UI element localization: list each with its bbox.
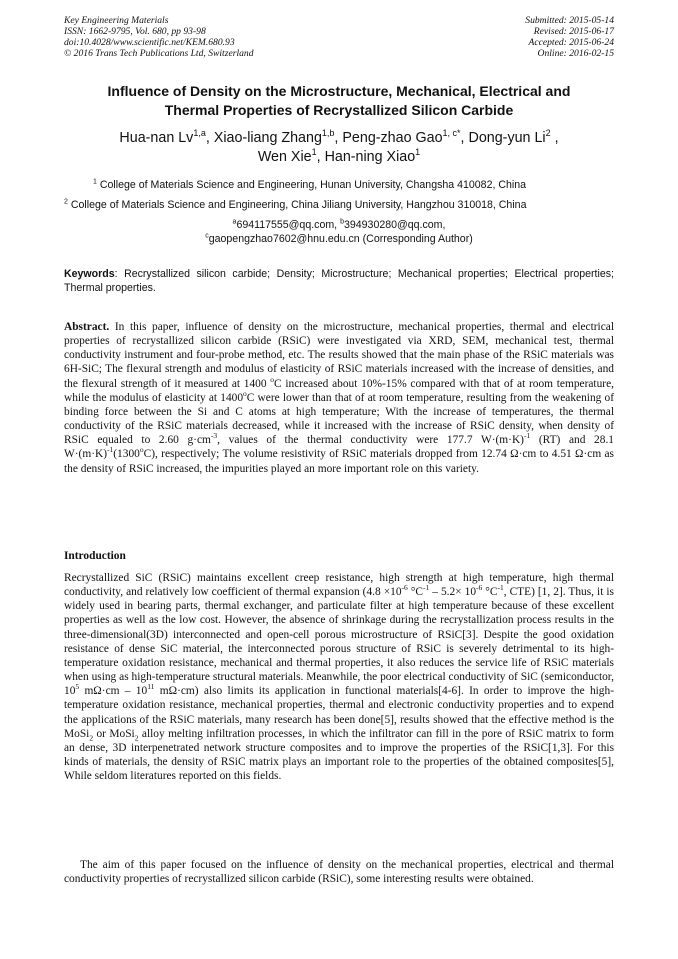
accepted-date: Accepted: 2015-06-24 bbox=[528, 37, 614, 48]
subscript: 2 bbox=[134, 733, 139, 742]
journal-info bbox=[64, 15, 254, 59]
exponent: -3 bbox=[210, 431, 218, 441]
exponent: -1 bbox=[107, 445, 114, 455]
body-text: °C bbox=[482, 586, 498, 599]
email-a-link[interactable]: 694117555@qq.com, bbox=[236, 219, 338, 231]
abstract-text: (RT) and 28.1 W·(m·K) bbox=[64, 434, 614, 461]
affiliation-text: College of Materials Science and Engineering, Hunan University, Changsha 410082, China bbox=[99, 179, 527, 191]
introduction-paragraph-2: The aim of this paper focused on the influence of density on the mechanical properties, electrical and thermal conductivity properties of recrystallized silicon carbide (RSiC), some interesting results were obtained. bbox=[64, 859, 614, 886]
abstract-text: In this paper, influence of density on the microstructure, mechanical properties, thermal and electrical properties of recrystallized silicon carbide (RSiC) were investigated via XRD, SEM, mechanical test, thermal conductivity instrument and four-probe method, etc. The results showed that the main phase of the RSiC materials was 6H-SiC; The flexural strength and modulus of elasticity of RSiC materials increased with the increase of densities, and the flexural strength of it measured at 1400 bbox=[64, 321, 614, 390]
exponent: -6 bbox=[476, 583, 483, 593]
authors-line-1: Hua-nan Lv$^{1,a}$, Xiao-liang Zhang$^{1,b}$, Peng-zhao Gao$^{1, c*}$, Dong-yun Li$^2$ , bbox=[119, 128, 559, 146]
email-mark: c bbox=[205, 232, 209, 240]
title-line-1: Influence of Density on the Microstructure, Mechanical, Electrical and bbox=[107, 83, 571, 99]
doi-line[interactable]: doi:10.4028/www.scientific.net/KEM.680.93 bbox=[64, 37, 235, 48]
body-text: or MoSi bbox=[93, 727, 135, 740]
submitted-date: Submitted: 2015-05-14 bbox=[525, 15, 614, 26]
online-date: Online: 2016-02-15 bbox=[537, 48, 614, 59]
exponent: -6 bbox=[401, 583, 408, 593]
author-affil-mark: 1 bbox=[415, 147, 421, 158]
email-line-1 bbox=[0, 218, 678, 232]
author-affil-mark: 1,a bbox=[193, 128, 206, 139]
email-mark: b bbox=[340, 218, 344, 226]
abstract-text: C), respectively; The volume resistivity of RSiC materials dropped from 12.74 Ω·cm to 4.51 Ω·cm as the density of RSiC increased, the impurities played an more important role on this variety. bbox=[64, 448, 614, 475]
body-text: mΩ·cm) also limits its application in functional materials[4-6]. In order to improve the high-temperature oxidation resistance, mechanical properties, thermal and electronic conductivity properties and to expend the applications of the RSiC materials, many research has been done[5], results showed that the effective method is the MoSi bbox=[64, 685, 614, 740]
copyright-line: © 2016 Trans Tech Publications Ltd, Switzerland bbox=[64, 48, 254, 59]
paper-title bbox=[40, 82, 638, 120]
keywords-label: Keywords bbox=[64, 268, 115, 280]
body-text: mΩ·cm – 10 bbox=[79, 685, 148, 698]
exponent: -1 bbox=[523, 431, 531, 441]
author-name: Han-ning Xiao bbox=[324, 149, 416, 165]
author-affil-mark: 2 bbox=[545, 128, 551, 139]
author-name: Wen Xie bbox=[257, 149, 312, 165]
degree-mark: o bbox=[243, 388, 247, 398]
author-affil-mark: 1,b bbox=[321, 128, 335, 139]
email-c-link[interactable]: gaopengzhao7602@hnu.edu.cn (Corresponding Author) bbox=[208, 233, 473, 245]
degree-mark: o bbox=[139, 445, 144, 455]
section-heading-introduction: Introduction bbox=[64, 550, 126, 562]
affiliation-1 bbox=[93, 178, 526, 192]
journal-name: Key Engineering Materials bbox=[64, 15, 169, 26]
body-text: °C bbox=[407, 586, 423, 599]
author-affil-mark: 1, c* bbox=[442, 128, 461, 139]
publication-dates bbox=[525, 15, 614, 59]
exponent: 11 bbox=[147, 682, 155, 692]
introduction-paragraph-1 bbox=[64, 571, 614, 783]
keywords bbox=[64, 267, 614, 295]
keywords-text: : Recrystallized silicon carbide; Density; Microstructure; Mechanical properties; Electrical properties; Thermal properties. bbox=[64, 268, 614, 294]
author-list bbox=[30, 129, 648, 167]
author-name: Hua-nan Lv bbox=[119, 130, 194, 146]
author-name: Peng-zhao Gao bbox=[342, 130, 443, 146]
abstract bbox=[64, 320, 614, 476]
abstract-text: C increased about 10%-15% compared with that of at room temperature, while the modulus of elasticity at 1400 bbox=[64, 377, 614, 404]
abstract-text: (1300 bbox=[113, 448, 140, 461]
affiliation-number: 2 bbox=[64, 198, 68, 206]
exponent: 5 bbox=[75, 682, 80, 692]
title-line-2: Thermal Properties of Recrystallized Silicon Carbide bbox=[164, 102, 514, 118]
author-name: Xiao-liang Zhang bbox=[213, 130, 322, 146]
email-line-2 bbox=[0, 232, 678, 246]
body-text: – 5.2× 10 bbox=[429, 586, 477, 599]
body-text: Recrystallized SiC (RSiC) maintains excellent creep resistance, high strength at high temperature, high thermal conductivity, and relatively low coefficient of thermal expansion (4.8 ×10 bbox=[64, 572, 614, 599]
body-text: alloy melting infiltration processes, in which the infiltrator can fill in the pore of RSiC matrix to form an dense, 3D interpenetrated network structure composites and to improve the properties of the RSiC[1,3]. For this kinds of materials, the density of RSiC matrix plays an important role to the properties of the obtained composites[5], While seldom literatures reported on this fields. bbox=[64, 727, 614, 783]
affiliation-number: 1 bbox=[93, 178, 97, 186]
abstract-label: Abstract. bbox=[64, 321, 110, 333]
affiliation-text: College of Materials Science and Engineering, China Jiliang University, Hangzhou 310018, China bbox=[70, 199, 527, 211]
degree-mark: o bbox=[270, 374, 275, 384]
subscript: 2 bbox=[89, 733, 94, 742]
authors-line-2: Wen Xie$^1$, Han-ning Xiao$^1$ bbox=[257, 147, 421, 165]
abstract-text: , values of the thermal conductivity were 177.7 W·(m·K) bbox=[217, 434, 524, 447]
author-name: Dong-yun Li bbox=[468, 130, 546, 146]
email-mark: a bbox=[232, 218, 237, 226]
email-b-link[interactable]: 394930280@qq.com, bbox=[343, 219, 446, 231]
exponent: -1 bbox=[497, 583, 504, 593]
body-text: , CTE) [1, 2]. Thus, it is widely used in bearing parts, thermal exchanger, and particulate filter at high temperature because of these excellent properties as well as the low cost. However, the absence of shrinkage during the recrystallization process results in the three-dimensional(3D) interconnected and open-cell porous microstructure of RSiC[3]. Despite the good oxidation resistance of dense SiC material, the interconnected porous structure of RSiC is severely detrimental to its high-temperature oxidation resistance, mechanical and thermal properties, it also reduces the service life of RSiC materials when using as high-temperature structural materials. Meanwhile, the poor electrical conductivity of SiC (semiconductor, 10 bbox=[64, 586, 614, 698]
revised-date: Revised: 2015-06-17 bbox=[533, 26, 614, 37]
affiliation-2 bbox=[64, 198, 526, 212]
exponent: -1 bbox=[422, 583, 430, 593]
author-affil-mark: 1 bbox=[311, 147, 317, 158]
issn-line: ISSN: 1662-9795, Vol. 680, pp 93-98 bbox=[64, 26, 206, 37]
abstract-text: C were lower than that of at room temperature, resulting from the weakening of binding force between the Si and C atoms at high temperature; With the increase of temperatures, the thermal conductivity of the RSiC materials decreased, while it increased with the increase of RSiC density, when density of RSiC equaled to 2.60 g·cm bbox=[64, 391, 614, 447]
